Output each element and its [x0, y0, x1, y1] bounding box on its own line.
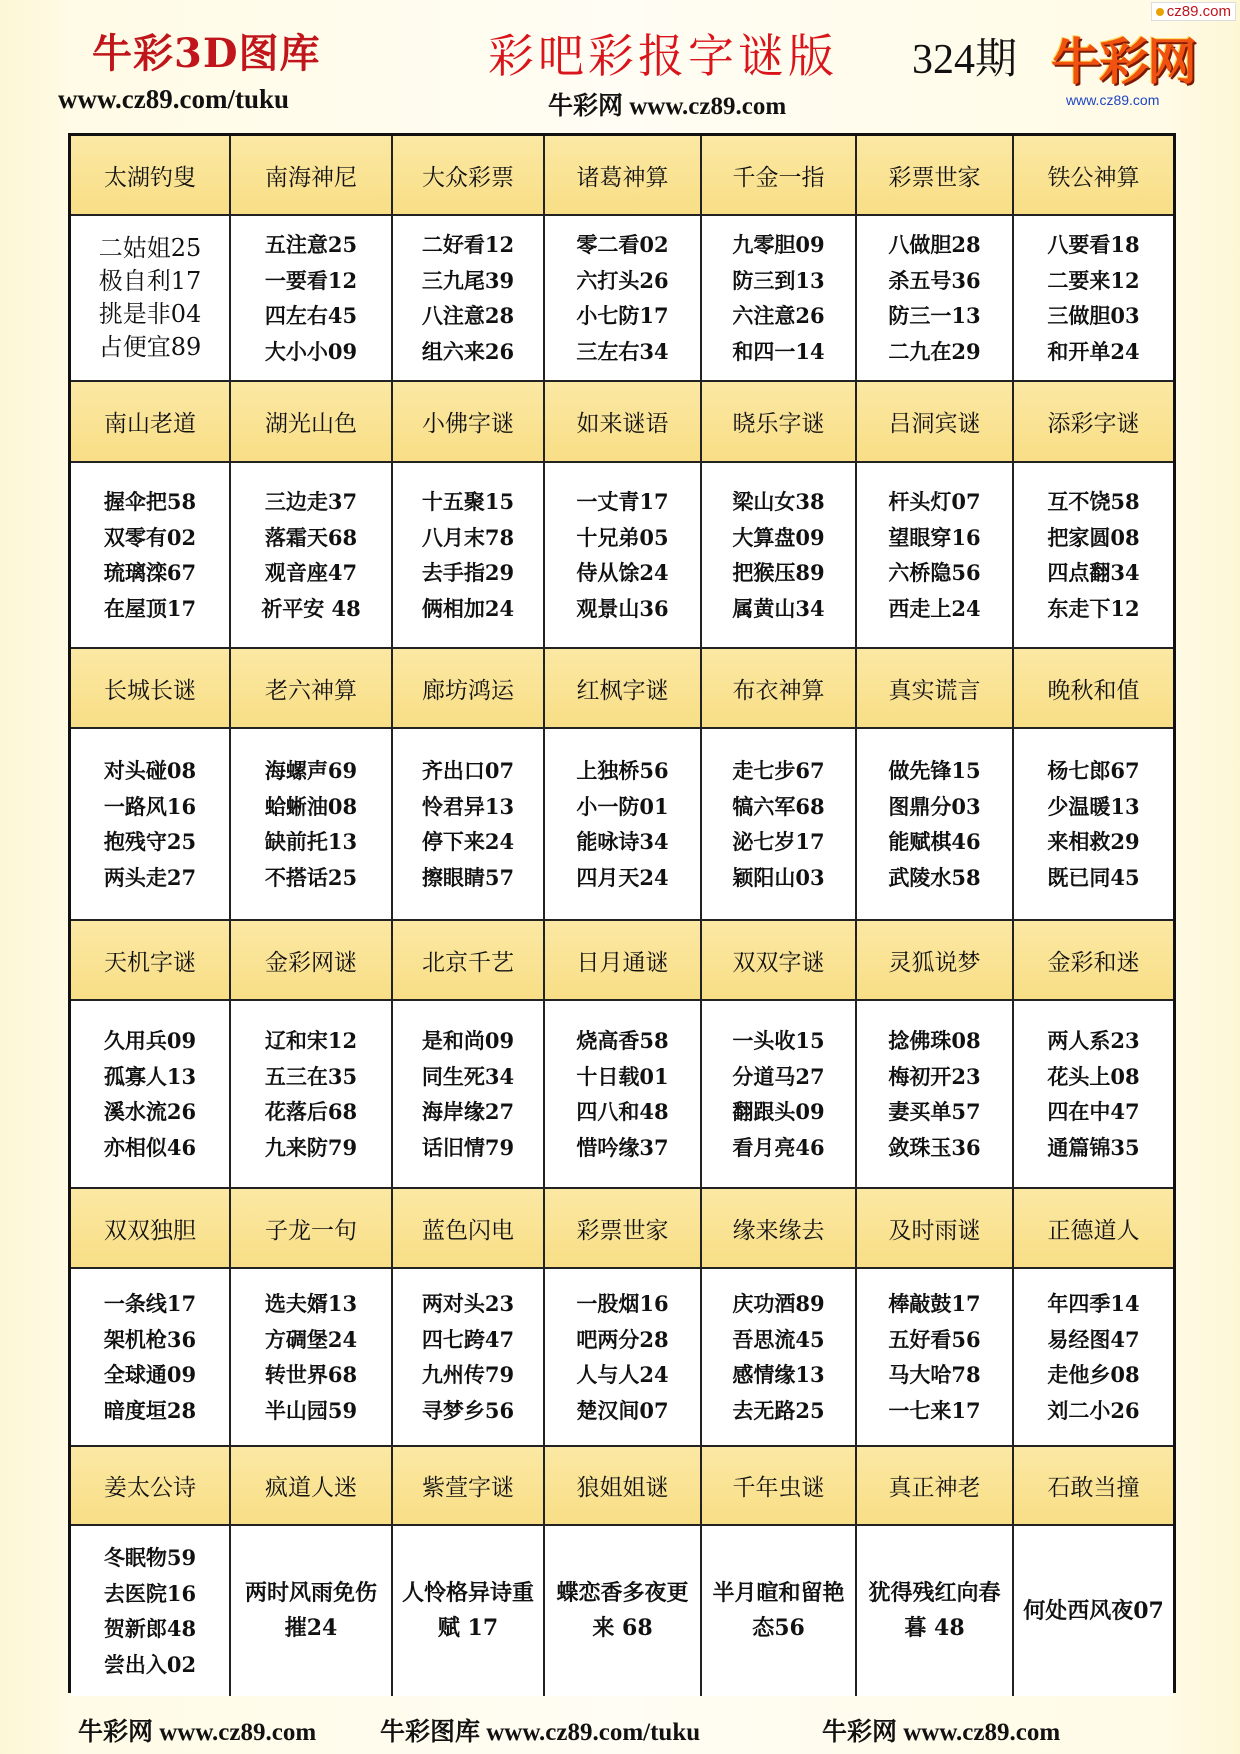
riddle-line: 全球通09 — [103, 1362, 197, 1387]
riddle-line: 九州传79 — [421, 1362, 515, 1387]
column-header: 双双字谜 — [702, 921, 857, 1001]
riddle-cell — [857, 1269, 1014, 1447]
riddle-line: 大算盘09 — [732, 524, 825, 550]
riddle-cell — [545, 729, 702, 921]
riddle-line: 少温暖13 — [1047, 793, 1140, 819]
column-header: 老六神算 — [231, 649, 393, 729]
brand-url[interactable]: www.cz89.com/tuku — [58, 84, 289, 114]
riddle-line: 庆功酒89 — [732, 1291, 825, 1316]
column-header: 正德道人 — [1014, 1189, 1173, 1269]
riddle-line: 暗度垣28 — [103, 1397, 197, 1423]
riddle-line: 组六来26 — [421, 338, 515, 364]
footer-link-right[interactable]: 牛彩网 www.cz89.com — [822, 1719, 1061, 1746]
riddle-line: 一要看12 — [264, 267, 358, 293]
riddle-line: 感情缘13 — [732, 1362, 825, 1387]
riddle-line: 五好看56 — [888, 1326, 981, 1352]
riddle-cell — [71, 463, 231, 649]
column-header: 狼姐姐谜 — [545, 1447, 702, 1526]
riddle-cell — [545, 1269, 702, 1447]
riddle-line: 翻跟头09 — [732, 1099, 825, 1124]
column-header: 吕洞宾谜 — [857, 382, 1014, 463]
column-header: 小佛字谜 — [393, 382, 545, 463]
riddle-line: 六桥隐56 — [888, 560, 981, 585]
riddle-cell — [857, 729, 1014, 921]
riddle-line: 辽和宋12 — [264, 1028, 358, 1053]
riddle-line: 花落后68 — [264, 1099, 358, 1124]
riddle-line: 四月天24 — [576, 864, 669, 890]
column-header: 疯道人迷 — [231, 1447, 393, 1526]
page-header — [0, 0, 1240, 130]
riddle-line: 二好看12 — [421, 232, 515, 257]
riddle-line: 走七步67 — [732, 758, 825, 783]
riddle-line: 把猴压89 — [732, 560, 825, 585]
riddle-cell — [545, 1001, 702, 1189]
riddle-cell — [393, 463, 545, 649]
column-header: 大众彩票 — [393, 136, 545, 216]
riddle-cell — [545, 463, 702, 649]
riddle-line: 停下来24 — [421, 829, 515, 854]
riddle-line: 十五聚15 — [421, 489, 515, 514]
riddle-line: 琉璃滦67 — [103, 560, 197, 585]
column-header: 石敢当撞 — [1014, 1447, 1173, 1526]
riddle-line: 寻梦乡56 — [421, 1397, 515, 1423]
riddle-line: 海螺声69 — [264, 758, 358, 783]
riddle-line: 犹得残红向春 — [868, 1580, 1001, 1606]
riddle-line: 一丈青17 — [576, 489, 669, 514]
riddle-line: 惜吟缘37 — [576, 1134, 669, 1160]
riddle-line: 亦相似46 — [103, 1134, 197, 1160]
riddle-line: 海岸缘27 — [421, 1099, 515, 1124]
riddle-line: 选夫婿13 — [264, 1291, 358, 1316]
riddle-cell — [231, 1526, 393, 1696]
riddle-line: 杀五号36 — [888, 267, 981, 293]
riddle-line: 梁山女38 — [732, 489, 825, 514]
riddle-line: 架机枪36 — [103, 1326, 197, 1352]
riddle-line: 两人系23 — [1047, 1028, 1140, 1053]
riddle-line: 八要看18 — [1047, 232, 1140, 257]
riddle-line: 和开单24 — [1047, 338, 1140, 364]
column-header: 真正神老 — [857, 1447, 1014, 1526]
riddle-line: 极自利17 — [98, 267, 202, 295]
riddle-line: 一股烟16 — [576, 1291, 669, 1316]
riddle-line: 走他乡08 — [1047, 1362, 1140, 1387]
riddle-line: 三九尾39 — [421, 267, 515, 293]
riddle-line: 不搭话25 — [264, 864, 358, 890]
riddle-cell — [1014, 1526, 1173, 1696]
column-header: 添彩字谜 — [1014, 382, 1173, 463]
riddle-line: 把家圆08 — [1047, 524, 1140, 550]
riddle-line: 零二看02 — [576, 232, 669, 257]
riddle-line: 十兄弟05 — [576, 524, 669, 550]
column-header: 如来谜语 — [545, 382, 702, 463]
riddle-line: 四左右45 — [264, 303, 358, 328]
column-header: 铁公神算 — [1014, 136, 1173, 216]
riddle-cell — [1014, 216, 1173, 382]
riddle-line: 观景山36 — [576, 595, 669, 621]
riddle-line: 两时风雨免伤 — [244, 1580, 377, 1606]
riddle-grid — [71, 136, 1173, 1690]
riddle-line: 既已同45 — [1047, 864, 1140, 890]
riddle-line: 半山园59 — [264, 1397, 358, 1423]
page-title: 彩吧彩报字谜版 — [488, 29, 838, 83]
riddle-cell — [393, 1269, 545, 1447]
riddle-line: 能咏诗34 — [576, 829, 669, 854]
riddle-line: 同生死34 — [421, 1063, 515, 1089]
watermark-url — [1151, 2, 1236, 21]
riddle-line: 小一防01 — [576, 793, 669, 819]
riddle-line: 望眼穿16 — [888, 524, 981, 550]
riddle-line: 尝出入02 — [103, 1651, 197, 1677]
riddle-line: 孤寡人13 — [103, 1063, 197, 1089]
riddle-cell — [1014, 1269, 1173, 1447]
riddle-line: 防三一13 — [888, 303, 981, 328]
riddle-line: 一头收15 — [732, 1028, 825, 1053]
riddle-line: 怜君异13 — [421, 793, 515, 819]
column-header: 布衣神算 — [702, 649, 857, 729]
column-header: 诸葛神算 — [545, 136, 702, 216]
riddle-line: 方碉堡24 — [264, 1326, 358, 1352]
riddle-cell — [702, 216, 857, 382]
riddle-line: 对头碰08 — [103, 758, 197, 783]
riddle-cell — [857, 1001, 1014, 1189]
riddle-line: 来相救29 — [1047, 829, 1140, 854]
riddle-line: 人怜格异诗重 — [401, 1580, 534, 1606]
riddle-line: 话旧情79 — [421, 1134, 515, 1160]
riddle-line: 上独桥56 — [576, 758, 669, 783]
riddle-line: 握伞把58 — [103, 489, 197, 514]
riddle-line: 楚汉间07 — [576, 1397, 669, 1423]
riddle-line: 蝶恋香多夜更 — [556, 1580, 689, 1606]
riddle-line: 三做胆03 — [1047, 303, 1140, 328]
riddle-line: 四八和48 — [576, 1099, 669, 1124]
riddle-line: 一路风16 — [103, 793, 197, 819]
riddle-line: 大小小09 — [264, 338, 358, 364]
riddle-line: 落霜天68 — [264, 524, 358, 550]
riddle-line: 杨七郎67 — [1047, 758, 1140, 783]
riddle-line: 四点翻34 — [1047, 560, 1140, 585]
riddle-line: 妻买单57 — [888, 1099, 981, 1124]
riddle-cell — [857, 216, 1014, 382]
column-header: 廊坊鸿运 — [393, 649, 545, 729]
riddle-line: 齐出口07 — [421, 758, 515, 783]
footer-link-middle[interactable]: 牛彩图库 www.cz89.com/tuku — [380, 1719, 701, 1746]
riddle-line: 占便宜89 — [98, 333, 202, 361]
riddle-line: 去无路25 — [732, 1397, 825, 1423]
riddle-line: 去手指29 — [421, 560, 515, 585]
riddle-cell — [71, 1526, 231, 1696]
riddle-line: 西走上24 — [888, 595, 981, 621]
riddle-line: 蛤蜥油08 — [264, 793, 358, 819]
riddle-cell — [1014, 463, 1173, 649]
riddle-line: 挑是非04 — [98, 300, 202, 328]
riddle-line: 属黄山34 — [732, 595, 825, 621]
riddle-line: 四七跨47 — [421, 1326, 515, 1352]
riddle-cell — [702, 1269, 857, 1447]
column-header: 金彩和迷 — [1014, 921, 1173, 1001]
riddle-line: 暮 48 — [904, 1615, 965, 1641]
riddle-line: 赋 17 — [437, 1615, 499, 1641]
column-header: 太湖钓叟 — [71, 136, 231, 216]
column-header: 红枫字谜 — [545, 649, 702, 729]
riddle-line: 观音座47 — [264, 560, 358, 585]
column-header: 晓乐字谜 — [702, 382, 857, 463]
riddle-cell — [231, 1001, 393, 1189]
column-header: 彩票世家 — [545, 1189, 702, 1269]
riddle-line: 转世界68 — [264, 1362, 358, 1387]
riddle-cell — [1014, 1001, 1173, 1189]
riddle-cell — [702, 729, 857, 921]
watermark-url-text: cz89.com — [1166, 3, 1231, 20]
riddle-line: 摧24 — [284, 1615, 338, 1641]
riddle-line: 人与人24 — [576, 1362, 669, 1387]
footer-link-left[interactable]: 牛彩网 www.cz89.com — [78, 1719, 317, 1746]
riddle-line: 久用兵09 — [103, 1028, 197, 1053]
riddle-line: 敛珠玉36 — [888, 1134, 981, 1160]
riddle-line: 八月末78 — [421, 524, 515, 550]
riddle-line: 十日载01 — [576, 1063, 669, 1089]
riddle-line: 冬眠物59 — [103, 1545, 197, 1570]
column-header: 灵狐说梦 — [857, 921, 1014, 1001]
riddle-line: 八注意28 — [421, 303, 515, 328]
riddle-line: 东走下12 — [1047, 595, 1140, 621]
riddle-line: 抱残守25 — [103, 829, 197, 854]
riddle-line: 吧两分28 — [576, 1326, 669, 1352]
riddle-line: 颖阳山03 — [732, 864, 825, 890]
riddle-line: 杆头灯07 — [888, 489, 981, 514]
riddle-cell — [71, 216, 231, 382]
riddle-cell — [231, 729, 393, 921]
column-header: 紫萱字谜 — [393, 1447, 545, 1526]
riddle-cell — [393, 729, 545, 921]
riddle-line: 易经图47 — [1047, 1326, 1140, 1352]
column-header: 千年虫谜 — [702, 1447, 857, 1526]
riddle-cell — [231, 463, 393, 649]
column-header: 千金一指 — [702, 136, 857, 216]
riddle-line: 贺新郎48 — [103, 1616, 197, 1641]
riddle-line: 梅初开23 — [888, 1063, 981, 1089]
riddle-line: 来 68 — [592, 1615, 653, 1641]
riddle-line: 祈平安 48 — [261, 595, 361, 621]
brand-title: 牛彩3D图库 — [92, 30, 321, 77]
riddle-cell — [231, 216, 393, 382]
riddle-line: 六打头26 — [576, 267, 669, 293]
riddle-line: 泌七岁17 — [732, 829, 825, 854]
riddle-line: 三左右34 — [576, 338, 669, 364]
site-logo — [1048, 22, 1198, 114]
riddle-line: 能赋棋46 — [888, 829, 981, 854]
riddle-cell — [71, 1001, 231, 1189]
riddle-cell — [393, 1526, 545, 1696]
column-header: 真实谎言 — [857, 649, 1014, 729]
riddle-line: 做先锋15 — [888, 758, 981, 783]
riddle-line: 分道马27 — [732, 1063, 825, 1089]
riddle-line: 武陵水58 — [888, 864, 981, 890]
riddle-cell — [857, 1526, 1014, 1696]
site-url[interactable]: 牛彩网 www.cz89.com — [548, 93, 787, 120]
column-header: 缘来缘去 — [702, 1189, 857, 1269]
riddle-line: 四在中47 — [1047, 1099, 1140, 1124]
riddle-line: 九来防79 — [264, 1134, 358, 1160]
riddle-cell — [231, 1269, 393, 1447]
riddle-line: 棒敲鼓17 — [888, 1291, 981, 1316]
riddle-line: 防三到13 — [732, 267, 825, 293]
issue-number: 324期 — [912, 37, 1018, 83]
riddle-line: 五三在35 — [264, 1063, 358, 1089]
column-header: 彩票世家 — [857, 136, 1014, 216]
riddle-cell — [545, 1526, 702, 1696]
riddle-cell — [393, 216, 545, 382]
page-footer — [0, 1706, 1240, 1750]
riddle-line: 八做胆28 — [888, 232, 981, 257]
riddle-line: 刘二小26 — [1047, 1397, 1140, 1423]
column-header: 及时雨谜 — [857, 1189, 1014, 1269]
riddle-line: 在屋顶17 — [103, 595, 197, 621]
logo-text: 牛彩网 — [1051, 33, 1195, 91]
riddle-line: 缺前托13 — [264, 829, 358, 854]
riddle-cell — [393, 1001, 545, 1189]
riddle-line: 态56 — [752, 1615, 805, 1641]
riddle-line: 互不饶58 — [1047, 489, 1140, 514]
riddle-line: 二要来12 — [1047, 267, 1140, 293]
riddle-line: 年四季14 — [1047, 1291, 1140, 1316]
riddle-line: 半月暄和留艳 — [712, 1580, 845, 1606]
riddle-cell — [1014, 729, 1173, 921]
riddle-line: 溪水流26 — [103, 1099, 197, 1124]
riddle-line: 图鼎分03 — [888, 793, 981, 819]
riddle-line: 和四一14 — [732, 338, 825, 364]
riddle-line: 侍从馀24 — [576, 560, 669, 585]
riddle-line: 捻佛珠08 — [888, 1028, 981, 1053]
column-header: 蓝色闪电 — [393, 1189, 545, 1269]
logo-url: www.cz89.com — [1066, 92, 1160, 108]
riddle-line: 一条线17 — [103, 1291, 197, 1316]
riddle-table — [68, 133, 1176, 1693]
riddle-line: 二九在29 — [888, 338, 981, 364]
column-header: 长城长谜 — [71, 649, 231, 729]
riddle-line: 两头走27 — [103, 864, 197, 890]
riddle-line: 去医院16 — [103, 1580, 197, 1606]
column-header: 北京千艺 — [393, 921, 545, 1001]
riddle-line: 六注意26 — [732, 303, 825, 328]
column-header: 湖光山色 — [231, 382, 393, 463]
column-header: 子龙一句 — [231, 1189, 393, 1269]
column-header: 晚秋和值 — [1014, 649, 1173, 729]
column-header: 南海神尼 — [231, 136, 393, 216]
riddle-line: 何处西风夜07 — [1023, 1597, 1164, 1624]
riddle-line: 擦眼睛57 — [421, 864, 515, 890]
column-header: 天机字谜 — [71, 921, 231, 1001]
riddle-line: 三边走37 — [264, 489, 358, 514]
column-header: 南山老道 — [71, 382, 231, 463]
riddle-line: 小七防17 — [576, 303, 669, 328]
riddle-line: 双零有02 — [103, 524, 197, 550]
riddle-cell — [71, 1269, 231, 1447]
riddle-line: 犒六军68 — [732, 793, 825, 819]
column-header: 姜太公诗 — [71, 1447, 231, 1526]
riddle-line: 马大哈78 — [888, 1362, 981, 1387]
column-header: 金彩网谜 — [231, 921, 393, 1001]
riddle-line: 二姑姐25 — [98, 234, 202, 262]
riddle-cell — [702, 1001, 857, 1189]
column-header: 日月通谜 — [545, 921, 702, 1001]
column-header: 双双独胆 — [71, 1189, 231, 1269]
riddle-line: 看月亮46 — [732, 1134, 825, 1160]
riddle-line: 吾思流45 — [732, 1326, 825, 1352]
riddle-cell — [71, 729, 231, 921]
riddle-cell — [545, 216, 702, 382]
riddle-line: 俩相加24 — [421, 595, 515, 621]
riddle-line: 通篇锦35 — [1047, 1134, 1140, 1160]
riddle-cell — [857, 463, 1014, 649]
riddle-line: 五注意25 — [264, 232, 358, 257]
riddle-line: 一七来17 — [888, 1397, 981, 1423]
riddle-line: 是和尚09 — [421, 1028, 515, 1053]
riddle-cell — [702, 463, 857, 649]
riddle-line: 九零胆09 — [732, 232, 825, 257]
riddle-line: 烧高香58 — [576, 1028, 669, 1053]
dot-icon — [1156, 8, 1164, 16]
riddle-line: 花头上08 — [1047, 1063, 1140, 1089]
riddle-cell — [702, 1526, 857, 1696]
riddle-line: 两对头23 — [421, 1291, 515, 1316]
